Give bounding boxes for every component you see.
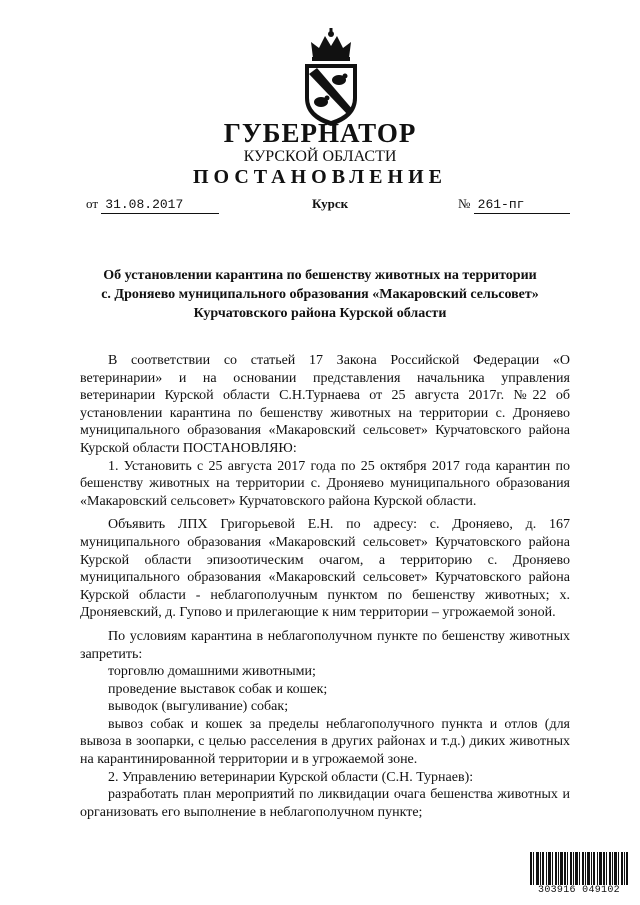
paragraph-plan: разработать план мероприятий по ликвидации очага бешенства животных и организовать его выполнение в неблагополучном пункте; <box>80 787 570 820</box>
date-prefix: от <box>86 196 99 211</box>
date-value: 31.08.2017 <box>101 197 219 214</box>
paragraph-restrictions: По условиям карантина в неблагополучном пункте по бешенству животных запретить: <box>80 628 570 662</box>
paragraph-outbreak: Объявить ЛПХ Григорьевой Е.Н. по адресу: с. Дроняево, д. 167 муниципального образования «Макаровский сельсовет» Курчатовского района Курской области эпизоотическим очагом, а территорию с. Дроняево муниципального образования «Макаровский сельсовет» Курчатовского района Курской области - неблагополучным пунктом по бешенству животных; х. Дроняевский, д. Гупово и прилегающие к ним территории – угрожаемой зоной. <box>80 517 570 621</box>
city: Курск <box>312 196 349 211</box>
paragraph-item-2: 2. Управлению ветеринарии Курской области (С.Н. Турнаев): <box>108 769 474 785</box>
list-item: проведение выставок собак и кошек; <box>108 681 328 697</box>
authority-title: ГУБЕРНАТОР <box>223 118 417 148</box>
subject-line: с. Дроняево муниципального образования «Макаровский сельсовет» <box>101 287 539 302</box>
decree-body <box>80 352 570 821</box>
decree-date <box>86 196 219 214</box>
decree-subject <box>70 266 570 323</box>
paragraph-preamble: В соответствии со статьей 17 Закона Российской Федерации «О ветеринарии» и на основании представления начальника управления ветеринарии Курской области С.Н.Турнаева от 25 августа 2017г. №22 об установлении карантина по бешенству животных на территории с. Дроняево муниципального образования «Макаровский сельсовет» Курчатовского района Курской области ПОСТАНОВЛЯЮ: <box>80 353 570 456</box>
region-title: КУРСКОЙ ОБЛАСТИ <box>243 148 397 165</box>
list-item: торговлю домашними животными; <box>108 664 316 680</box>
barcode-number: 303916 049102 <box>529 885 629 896</box>
number-prefix: № <box>458 196 471 211</box>
decree-number <box>458 196 570 214</box>
subject-line: Курчатовского района Курской области <box>193 306 447 321</box>
coat-of-arms-icon <box>295 28 367 128</box>
paragraph-item-1: 1. Установить с 25 августа 2017 года по 25 октября 2017 года карантин по бешенству животных на территории с. Дроняево муниципального образования «Макаровский сельсовет» Курчатовского района Курской области. <box>80 458 570 509</box>
number-value: 261-пг <box>474 197 570 214</box>
list-item: вывоз собак и кошек за пределы неблагополучного пункта и отлов (для вывоза в зоопарки, с целью расселения в других районах и т.д.) диких животных на карантинированной территории и в угрожаемой зоне. <box>80 716 570 768</box>
document-type: ПОСТАНОВЛЕНИЕ <box>193 166 447 188</box>
list-item: выводок (выгуливание) собак; <box>108 699 289 715</box>
subject-line: Об установлении карантина по бешенству животных на территории <box>103 268 537 283</box>
